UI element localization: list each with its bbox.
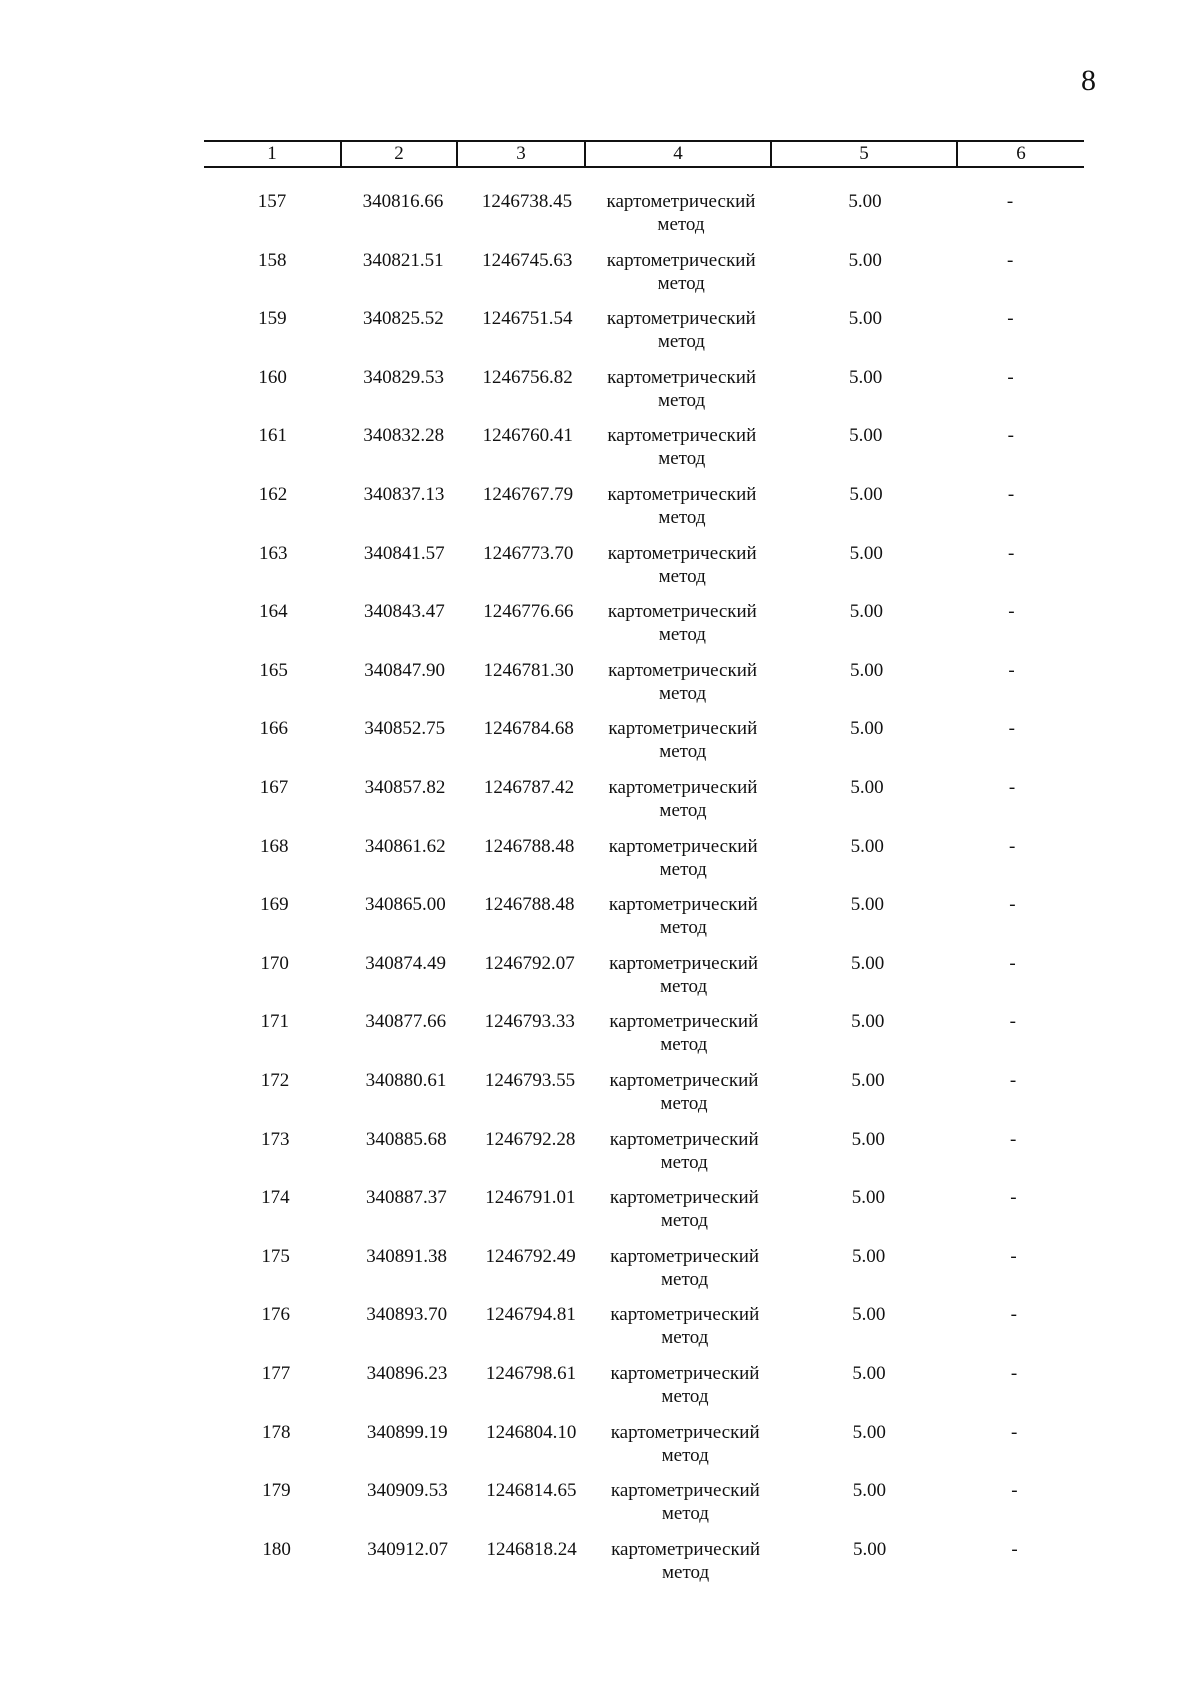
cell-method: картометрический метод <box>609 1128 759 1173</box>
cell-note: - <box>1011 1538 1018 1560</box>
cell-method: картометрический метод <box>608 659 758 704</box>
header-col-2: 2 <box>340 142 456 166</box>
cell-number: 163 <box>258 542 288 564</box>
cell-note: - <box>1008 718 1015 740</box>
cell-accuracy: 5.00 <box>851 1245 886 1267</box>
cell-y: 1246792.07 <box>484 952 575 974</box>
cell-number: 165 <box>259 659 288 681</box>
table-row <box>0 1245 1200 1304</box>
cell-y: 1246751.54 <box>482 308 573 330</box>
cell-number: 161 <box>258 425 288 447</box>
cell-method: картометрический метод <box>609 1011 759 1056</box>
cell-accuracy: 5.00 <box>850 952 885 974</box>
table-row <box>0 835 1200 894</box>
cell-y: 1246798.61 <box>485 1363 577 1384</box>
cell-number: 166 <box>259 718 289 740</box>
cell-y: 1246814.65 <box>486 1480 577 1502</box>
cell-accuracy: 5.00 <box>851 1187 886 1209</box>
cell-note: - <box>1006 191 1014 212</box>
cell-accuracy: 5.00 <box>849 484 883 505</box>
cell-method: картометрический метод <box>609 1070 759 1114</box>
cell-x: 340841.57 <box>363 542 445 564</box>
cell-number: 168 <box>259 835 289 857</box>
cell-x: 340896.23 <box>366 1363 448 1384</box>
cell-x: 340885.68 <box>365 1128 447 1150</box>
cell-accuracy: 5.00 <box>849 542 883 564</box>
cell-note: - <box>1009 1011 1016 1033</box>
cell-note: - <box>1010 1245 1017 1267</box>
cell-method: картометрический метод <box>609 1187 759 1232</box>
cell-method: картометрический метод <box>608 718 758 763</box>
cell-number: 171 <box>260 1011 290 1033</box>
cell-number: 157 <box>257 191 287 212</box>
cell-accuracy: 5.00 <box>849 425 883 447</box>
cell-number: 172 <box>260 1070 290 1091</box>
table-row <box>0 542 1200 601</box>
cell-x: 340891.38 <box>366 1245 447 1267</box>
header-col-4: 4 <box>584 142 770 166</box>
cell-number: 164 <box>259 601 288 623</box>
cell-note: - <box>1010 1128 1017 1150</box>
cell-accuracy: 5.00 <box>852 1304 886 1326</box>
cell-accuracy: 5.00 <box>848 366 883 388</box>
cell-method: картометрический метод <box>608 777 758 821</box>
cell-y: 1246794.81 <box>485 1304 576 1326</box>
cell-note: - <box>1010 1363 1018 1384</box>
cell-accuracy: 5.00 <box>850 777 884 798</box>
cell-number: 160 <box>258 366 287 388</box>
cell-note: - <box>1007 249 1014 271</box>
cell-accuracy: 5.00 <box>849 601 884 623</box>
cell-number: 174 <box>261 1187 290 1209</box>
cell-y: 1246738.45 <box>481 191 573 212</box>
cell-number: 173 <box>260 1128 290 1150</box>
cell-number: 176 <box>261 1304 291 1326</box>
cell-method: картометрический метод <box>607 601 757 646</box>
header-col-3: 3 <box>456 142 584 166</box>
cell-method: картометрический метод <box>610 1245 760 1290</box>
table-row <box>0 776 1200 835</box>
cell-method: картометрический метод <box>610 1480 760 1525</box>
cell-accuracy: 5.00 <box>848 308 883 330</box>
cell-note: - <box>1007 484 1015 505</box>
cell-method: картометрический метод <box>611 1538 761 1583</box>
table-row <box>0 1421 1200 1480</box>
cell-y: 1246745.63 <box>482 249 573 271</box>
cell-x: 340843.47 <box>364 601 445 623</box>
table-row <box>0 1186 1200 1245</box>
header-col-6: 6 <box>956 142 1084 166</box>
cell-number: 178 <box>261 1421 291 1443</box>
cell-y: 1246818.24 <box>486 1538 577 1560</box>
cell-y: 1246804.10 <box>486 1421 577 1443</box>
cell-x: 340847.90 <box>364 659 445 681</box>
cell-y: 1246793.55 <box>484 1070 576 1091</box>
cell-note: - <box>1007 425 1014 447</box>
cell-note: - <box>1010 1187 1017 1209</box>
cell-y: 1246776.66 <box>483 601 574 623</box>
cell-accuracy: 5.00 <box>850 718 884 740</box>
cell-x: 340857.82 <box>364 777 446 798</box>
cell-accuracy: 5.00 <box>850 894 885 916</box>
table-row <box>0 717 1200 776</box>
cell-x: 340861.62 <box>364 835 446 857</box>
cell-y: 1246756.82 <box>482 366 573 388</box>
cell-number: 169 <box>260 894 289 916</box>
header-col-5: 5 <box>770 142 956 166</box>
cell-x: 340816.66 <box>362 191 444 212</box>
table-row <box>0 659 1200 718</box>
cell-number: 179 <box>262 1480 291 1502</box>
cell-x: 340887.37 <box>366 1187 447 1209</box>
table-row <box>0 1303 1200 1362</box>
cell-y: 1246773.70 <box>483 542 574 564</box>
cell-x: 340899.19 <box>366 1421 448 1443</box>
cell-x: 340821.51 <box>362 249 444 271</box>
table-row <box>0 1362 1200 1421</box>
cell-x: 340825.52 <box>363 308 444 330</box>
cell-x: 340852.75 <box>364 718 446 740</box>
header-col-1: 1 <box>267 143 277 164</box>
table-row <box>0 1479 1200 1538</box>
cell-accuracy: 5.00 <box>851 1011 885 1033</box>
cell-note: - <box>1008 601 1015 623</box>
table-row <box>0 424 1200 483</box>
cell-y: 1246792.28 <box>485 1128 576 1150</box>
table-row <box>0 307 1200 366</box>
cell-number: 175 <box>261 1245 290 1267</box>
cell-y: 1246781.30 <box>483 659 574 681</box>
cell-method: картометрический метод <box>609 952 759 997</box>
cell-method: картометрический метод <box>610 1421 760 1466</box>
cell-accuracy: 5.00 <box>848 249 882 271</box>
cell-x: 340829.53 <box>363 366 444 388</box>
cell-x: 340832.28 <box>363 425 445 447</box>
cell-number: 159 <box>258 308 287 330</box>
cell-accuracy: 5.00 <box>849 659 884 681</box>
cell-method: картометрический метод <box>607 366 757 411</box>
cell-note: - <box>1011 1480 1018 1502</box>
table-row <box>0 1538 1200 1597</box>
cell-x: 340874.49 <box>365 952 446 974</box>
cell-number: 180 <box>262 1538 291 1560</box>
cell-method: картометрический метод <box>608 835 758 880</box>
cell-note: - <box>1009 894 1016 916</box>
cell-y: 1246767.79 <box>482 484 574 505</box>
cell-note: - <box>1007 308 1014 330</box>
table-row <box>0 483 1200 542</box>
cell-x: 340877.66 <box>365 1011 447 1033</box>
cell-accuracy: 5.00 <box>852 1363 886 1384</box>
cell-note: - <box>1008 777 1016 798</box>
cell-note: - <box>1008 659 1015 681</box>
table-row <box>0 600 1200 659</box>
cell-note: - <box>1007 366 1014 388</box>
cell-x: 340909.53 <box>367 1480 448 1502</box>
cell-method: картометрический метод <box>606 308 756 353</box>
table-row <box>0 249 1200 308</box>
cell-note: - <box>1011 1421 1018 1443</box>
cell-y: 1246793.33 <box>484 1011 575 1033</box>
cell-note: - <box>1010 1304 1017 1326</box>
table-row <box>0 1128 1200 1187</box>
cell-number: 162 <box>258 484 288 505</box>
cell-method: картометрический метод <box>607 484 757 528</box>
cell-method: картометрический метод <box>606 249 756 294</box>
cell-number: 167 <box>259 777 289 798</box>
cell-method: картометрический метод <box>607 542 757 587</box>
cell-y: 1246788.48 <box>484 894 575 916</box>
cell-x: 340865.00 <box>365 894 446 916</box>
cell-y: 1246791.01 <box>485 1187 576 1209</box>
cell-method: картометрический метод <box>610 1363 760 1407</box>
table-row <box>0 952 1200 1011</box>
table-row <box>0 190 1200 249</box>
cell-method: картометрический метод <box>607 425 757 470</box>
cell-accuracy: 5.00 <box>851 1128 885 1150</box>
cell-accuracy: 5.00 <box>851 1070 885 1091</box>
cell-note: - <box>1008 542 1015 564</box>
cell-accuracy: 5.00 <box>852 1480 887 1502</box>
page-number: 8 <box>1081 64 1096 97</box>
cell-x: 340912.07 <box>367 1538 448 1560</box>
cell-note: - <box>1009 952 1016 974</box>
table-row <box>0 1010 1200 1069</box>
table-row <box>0 366 1200 425</box>
cell-y: 1246784.68 <box>483 718 574 740</box>
cell-accuracy: 5.00 <box>850 835 884 857</box>
cell-note: - <box>1009 1070 1017 1091</box>
table-row <box>0 893 1200 952</box>
cell-y: 1246792.49 <box>485 1245 576 1267</box>
cell-number: 177 <box>261 1363 291 1384</box>
cell-y: 1246787.42 <box>483 777 575 798</box>
cell-x: 340837.13 <box>363 484 445 505</box>
table-row <box>0 1069 1200 1128</box>
cell-method: картометрический метод <box>608 894 758 939</box>
cell-x: 340880.61 <box>365 1070 447 1091</box>
cell-y: 1246788.48 <box>484 835 575 857</box>
cell-y: 1246760.41 <box>482 425 573 447</box>
cell-x: 340893.70 <box>366 1304 448 1326</box>
cell-method: картометрический метод <box>610 1304 760 1349</box>
cell-number: 158 <box>257 249 287 271</box>
cell-accuracy: 5.00 <box>848 191 882 212</box>
cell-note: - <box>1009 835 1016 857</box>
table-header <box>204 140 1084 168</box>
cell-accuracy: 5.00 <box>852 1421 886 1443</box>
cell-method: картометрический метод <box>606 191 756 235</box>
cell-accuracy: 5.00 <box>852 1538 887 1560</box>
cell-number: 170 <box>260 952 289 974</box>
